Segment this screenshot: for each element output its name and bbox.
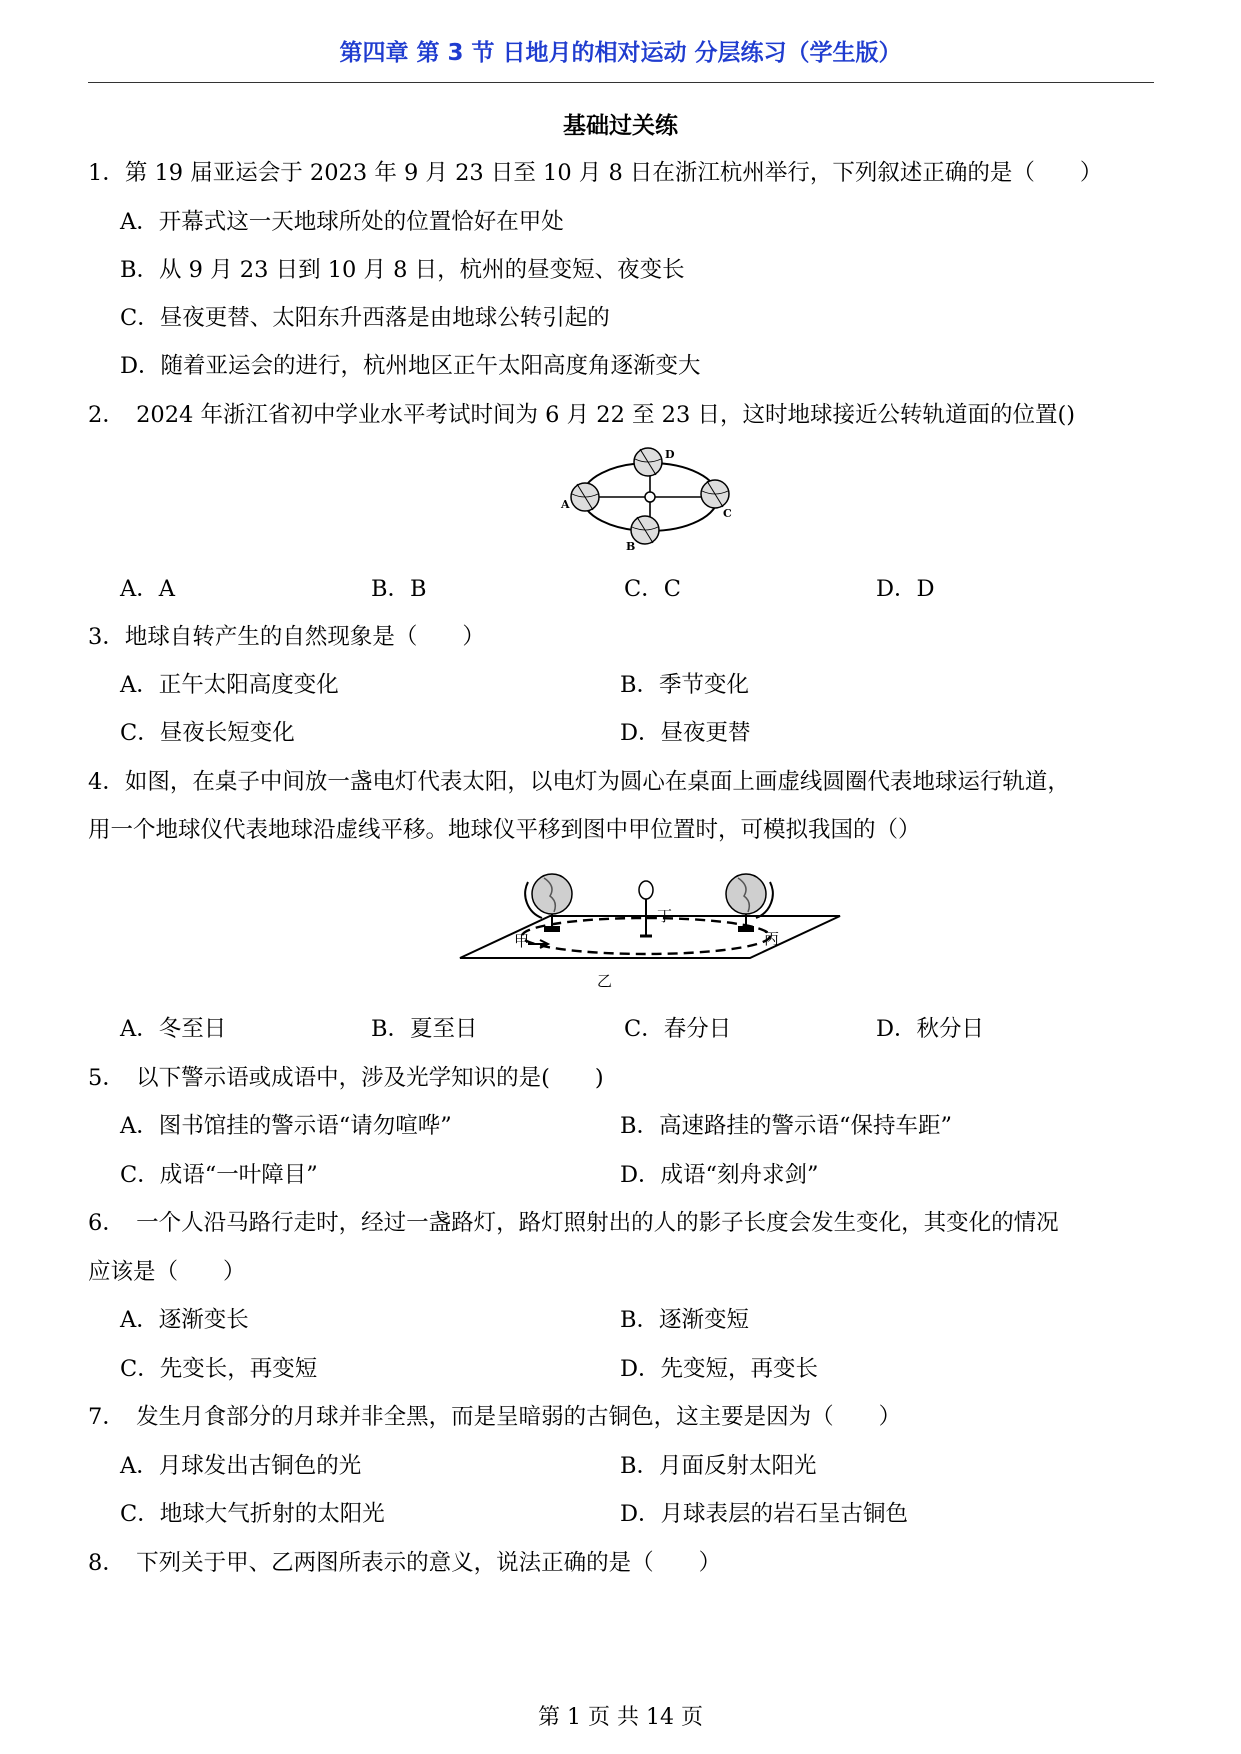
figure-label-jia: 甲	[514, 932, 530, 950]
figure-label-ding: 丁	[657, 907, 673, 925]
earth-position-a	[571, 483, 599, 511]
page-footer: 第 1 页 共 14 页	[538, 1705, 703, 1730]
question-7-option-b: B．月面反射太阳光	[620, 1453, 817, 1479]
question-5-option-b: B．高速路挂的警示语“保持车距”	[620, 1113, 953, 1139]
question-4-option-b: B．夏至日	[371, 1016, 478, 1042]
question-1-option-c: C．昼夜更替、太阳东升西落是由地球公转引起的	[120, 305, 610, 331]
question-1-option-a: A．开幕式这一天地球所处的位置恰好在甲处	[120, 209, 564, 235]
question-5-option-d: D．成语“刻舟求剑”	[620, 1162, 819, 1188]
table-lamp-globe-figure	[458, 872, 844, 990]
question-3-option-d: D．昼夜更替	[620, 720, 751, 746]
question-1-option-b: B．从 9 月 23 日到 10 月 8 日，杭州的昼变短、夜变长	[120, 257, 685, 283]
question-7-option-d: D．月球表层的岩石呈古铜色	[620, 1501, 909, 1527]
question-7-text: 7． 发生月食部分的月球并非全黑，而是呈暗弱的古铜色，这主要是因为（ ）	[88, 1404, 902, 1430]
question-1-option-d: D．随着亚运会的进行，杭州地区正午太阳高度角逐渐变大	[120, 353, 701, 379]
question-2-option-d: D．D	[876, 576, 935, 602]
question-6-text-line1: 6． 一个人沿马路行走时，经过一盏路灯，路灯照射出的人的影子长度会发生变化，其变化的情况	[88, 1210, 1059, 1236]
question-4-option-c: C．春分日	[624, 1016, 732, 1042]
question-8-text: 8． 下列关于甲、乙两图所表示的意义，说法正确的是（ ）	[88, 1550, 722, 1576]
earth-orbit-figure	[555, 442, 745, 554]
figure-label-yi: 乙	[597, 972, 613, 990]
figure-label-bing: 丙	[764, 930, 780, 948]
question-2-option-b: B．B	[371, 576, 427, 602]
earth-position-c	[701, 480, 729, 508]
question-2-option-a: A．A	[120, 576, 175, 602]
question-3-option-a: A．正午太阳高度变化	[120, 672, 339, 698]
question-6-option-b: B．逐渐变短	[620, 1307, 750, 1333]
question-2-option-c: C．C	[624, 576, 681, 602]
figure-label-a: A	[561, 498, 570, 511]
figure-label-b: B	[626, 540, 636, 553]
question-3-option-c: C．昼夜长短变化	[120, 720, 295, 746]
figure-label-c: C	[723, 507, 732, 520]
question-7-option-c: C．地球大气折射的太阳光	[120, 1501, 385, 1527]
question-3-option-b: B．季节变化	[620, 672, 750, 698]
sun-icon	[645, 492, 655, 502]
figure-label-d: D	[665, 448, 675, 461]
question-7-option-a: A．月球发出古铜色的光	[120, 1453, 362, 1479]
question-4-text-line1: 4．如图，在桌子中间放一盏电灯代表太阳，以电灯为圆心在桌面上画虚线圆圈代表地球运行轨道，	[88, 769, 1070, 795]
earth-position-d	[634, 448, 662, 476]
question-5-option-a: A．图书馆挂的警示语“请勿喧哗”	[120, 1113, 452, 1139]
question-5-text: 5． 以下警示语或成语中，涉及光学知识的是( )	[88, 1065, 604, 1091]
page-header-title: 第四章 第 3 节 日地月的相对运动 分层练习（学生版）	[339, 40, 902, 66]
lamp-icon	[639, 881, 653, 936]
question-2-text: 2． 2024 年浙江省初中学业水平考试时间为 6 月 22 至 23 日，这时地球接近公转轨道面的位置()	[88, 402, 1076, 428]
question-5-option-c: C．成语“一叶障目”	[120, 1162, 318, 1188]
question-6-text-line2: 应该是（ ）	[88, 1259, 246, 1285]
question-3-text: 3．地球自转产生的自然现象是（ ）	[88, 624, 485, 650]
question-1-text: 1．第 19 届亚运会于 2023 年 9 月 23 日至 10 月 8 日在浙江杭州举行，下列叙述正确的是（ ）	[88, 160, 1103, 186]
question-4-text-line2: 用一个地球仪代表地球沿虚线平移。地球仪平移到图中甲位置时，可模拟我国的（）	[88, 817, 921, 843]
question-4-option-a: A．冬至日	[120, 1016, 227, 1042]
section-title: 基础过关练	[563, 113, 678, 139]
header-divider	[88, 82, 1154, 83]
question-6-option-d: D．先变短，再变长	[620, 1356, 819, 1382]
question-6-option-a: A．逐渐变长	[120, 1307, 249, 1333]
question-6-option-c: C．先变长，再变短	[120, 1356, 318, 1382]
question-4-option-d: D．秋分日	[876, 1016, 985, 1042]
